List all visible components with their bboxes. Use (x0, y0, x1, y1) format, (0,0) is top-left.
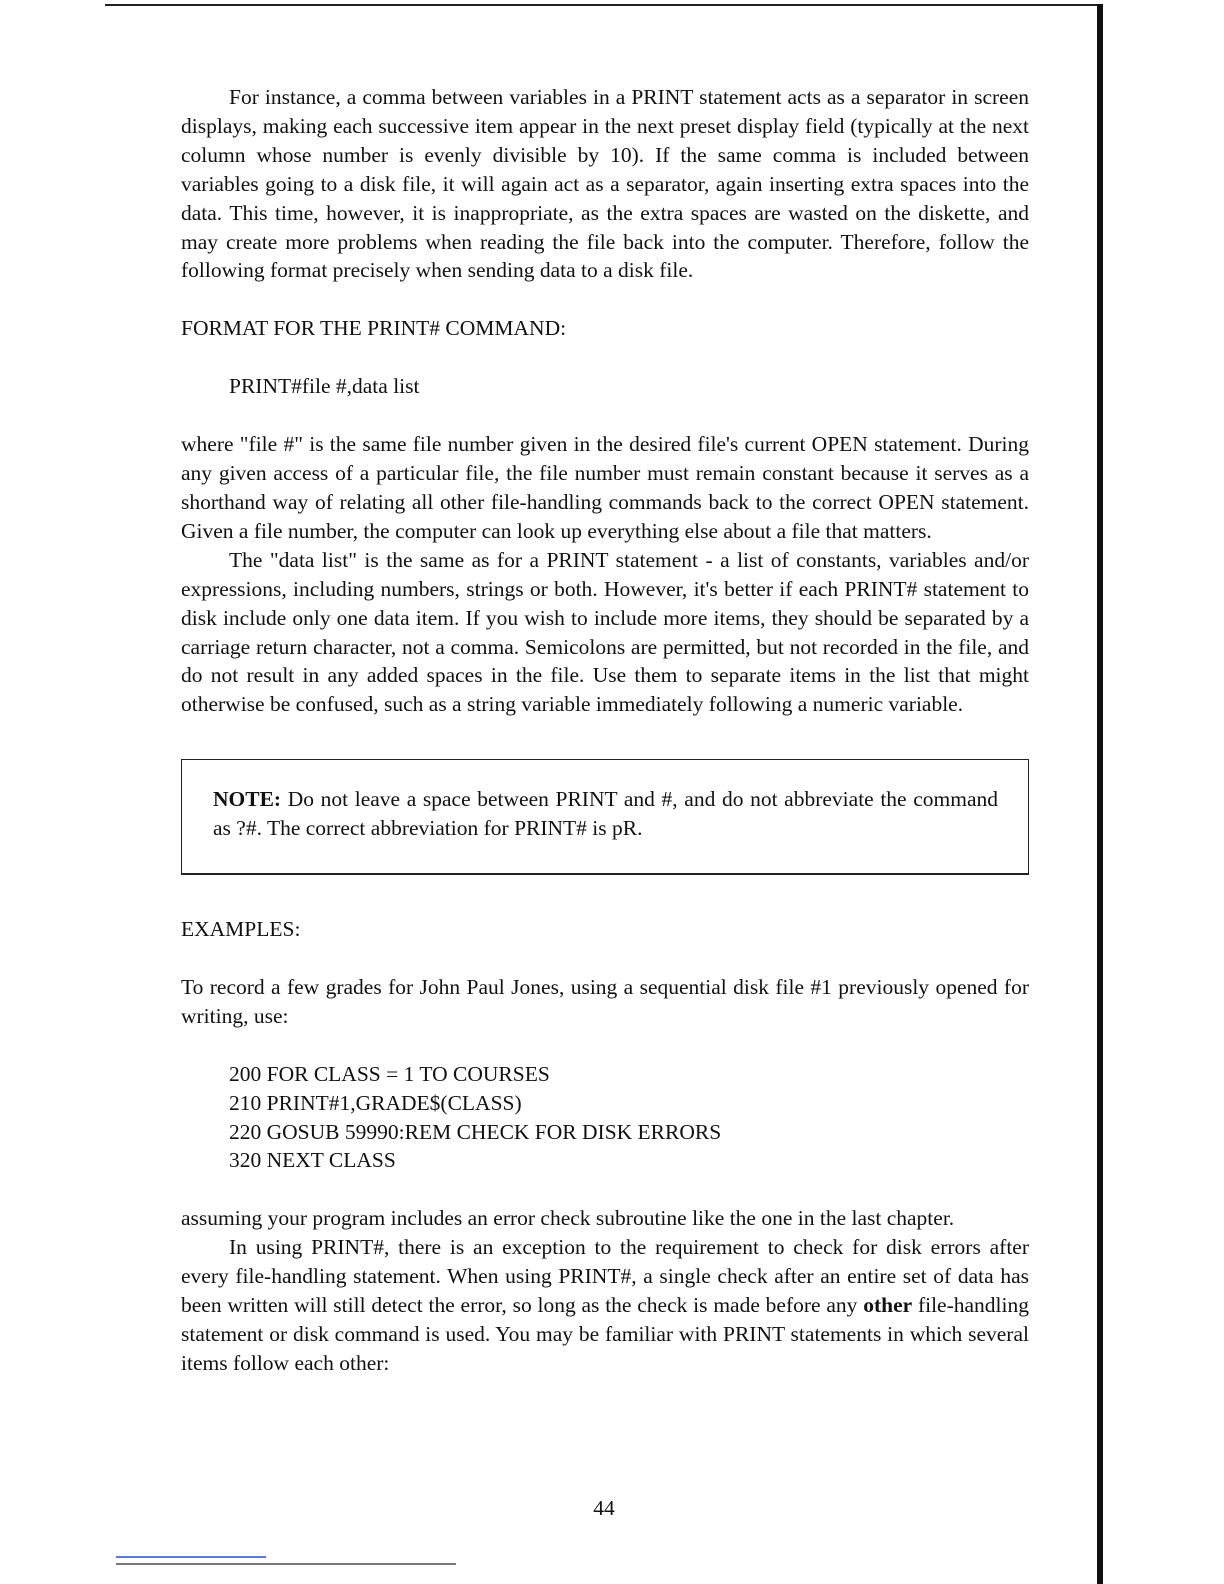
code-line: 200 FOR CLASS = 1 TO COURSES (229, 1061, 550, 1086)
paragraph-example-intro: To record a few grades for John Paul Jones, using a sequential disk file #1 previously opened for writing, use: (181, 974, 1029, 1028)
code-line: 210 PRINT#1,GRADE$(CLASS) (229, 1090, 522, 1115)
format-syntax: PRINT#file #,data list (229, 374, 420, 399)
format-heading: FORMAT FOR THE PRINT# COMMAND: (181, 316, 567, 341)
paragraph-assuming: assuming your program includes an error check subroutine like the one in the last chapter. (181, 1206, 955, 1231)
paragraph-where: where "file #" is the same file number given in the desired file's current OPEN statement. During any given access of a particular file, the file number must remain constant because it serves as a shorthand way of relating all other file-handling commands back to the correct OPEN statement. Given a file number, the computer can look up everything else about a file that matters. (181, 432, 1029, 543)
exception-bold-word: other (863, 1293, 913, 1318)
examples-heading: EXAMPLES: (181, 917, 301, 942)
paragraph-data-list: The "data list" is the same as for a PRINT statement - a list of constants, variables and/or expressions, including numbers, strings or both. However, it's better if each PRINT# statement to disk include only one data item. If you wish to include more items, they should be separated by a carriage return character, not a comma. Semicolons are permitted, but not recorded in the file, and do not result in any added spaces in the file. Use them to separate items in the list that might otherwise be confused, such as a string variable immediately following a numeric variable. (181, 547, 1029, 717)
top-rule (105, 4, 1100, 6)
page-body (181, 83, 1029, 1378)
paragraph-exception (181, 1233, 1029, 1378)
code-line: 220 GOSUB 59990:REM CHECK FOR DISK ERRORS (229, 1119, 722, 1144)
paragraph-intro: For instance, a comma between variables in a PRINT statement acts as a separator in screen displays, making each successive item appear in the next preset display field (typically at the next column whose number is evenly divisible by 10). If the same comma is included between variables going to a disk file, it will again act as a separator, again inserting extra spaces into the data. This time, however, it is inappropriate, as the extra spaces are wasted on the diskette, and may create more problems when reading the file back into the computer. Therefore, follow the following format precisely when sending data to a disk file. (181, 85, 1029, 283)
note-text (213, 785, 998, 843)
code-line: 320 NEXT CLASS (229, 1148, 396, 1173)
page-number: 44 (593, 1496, 615, 1520)
bottom-rule-gray (116, 1563, 456, 1565)
note-box (181, 759, 1029, 875)
note-body: Do not leave a space between PRINT and #, and do not abbreviate the command as ?#. The correct abbreviation for PRINT# is pR. (213, 787, 999, 841)
bottom-rule-blue (116, 1556, 266, 1558)
code-listing (181, 1060, 1029, 1176)
note-label: NOTE: (213, 787, 282, 812)
exception-text-before: In using PRINT#, there is an exception to the requirement to check for disk errors after every file-handling statement. When using PRINT#, a single check after an entire set of data has been written will still detect the error, so long as the check is made before any (181, 1235, 1029, 1318)
exception-text-after: file-handling statement or disk command is used. You may be familiar with PRINT statements in which several items follow each other: (181, 1293, 1030, 1375)
right-page-edge-rule (1097, 4, 1103, 1584)
